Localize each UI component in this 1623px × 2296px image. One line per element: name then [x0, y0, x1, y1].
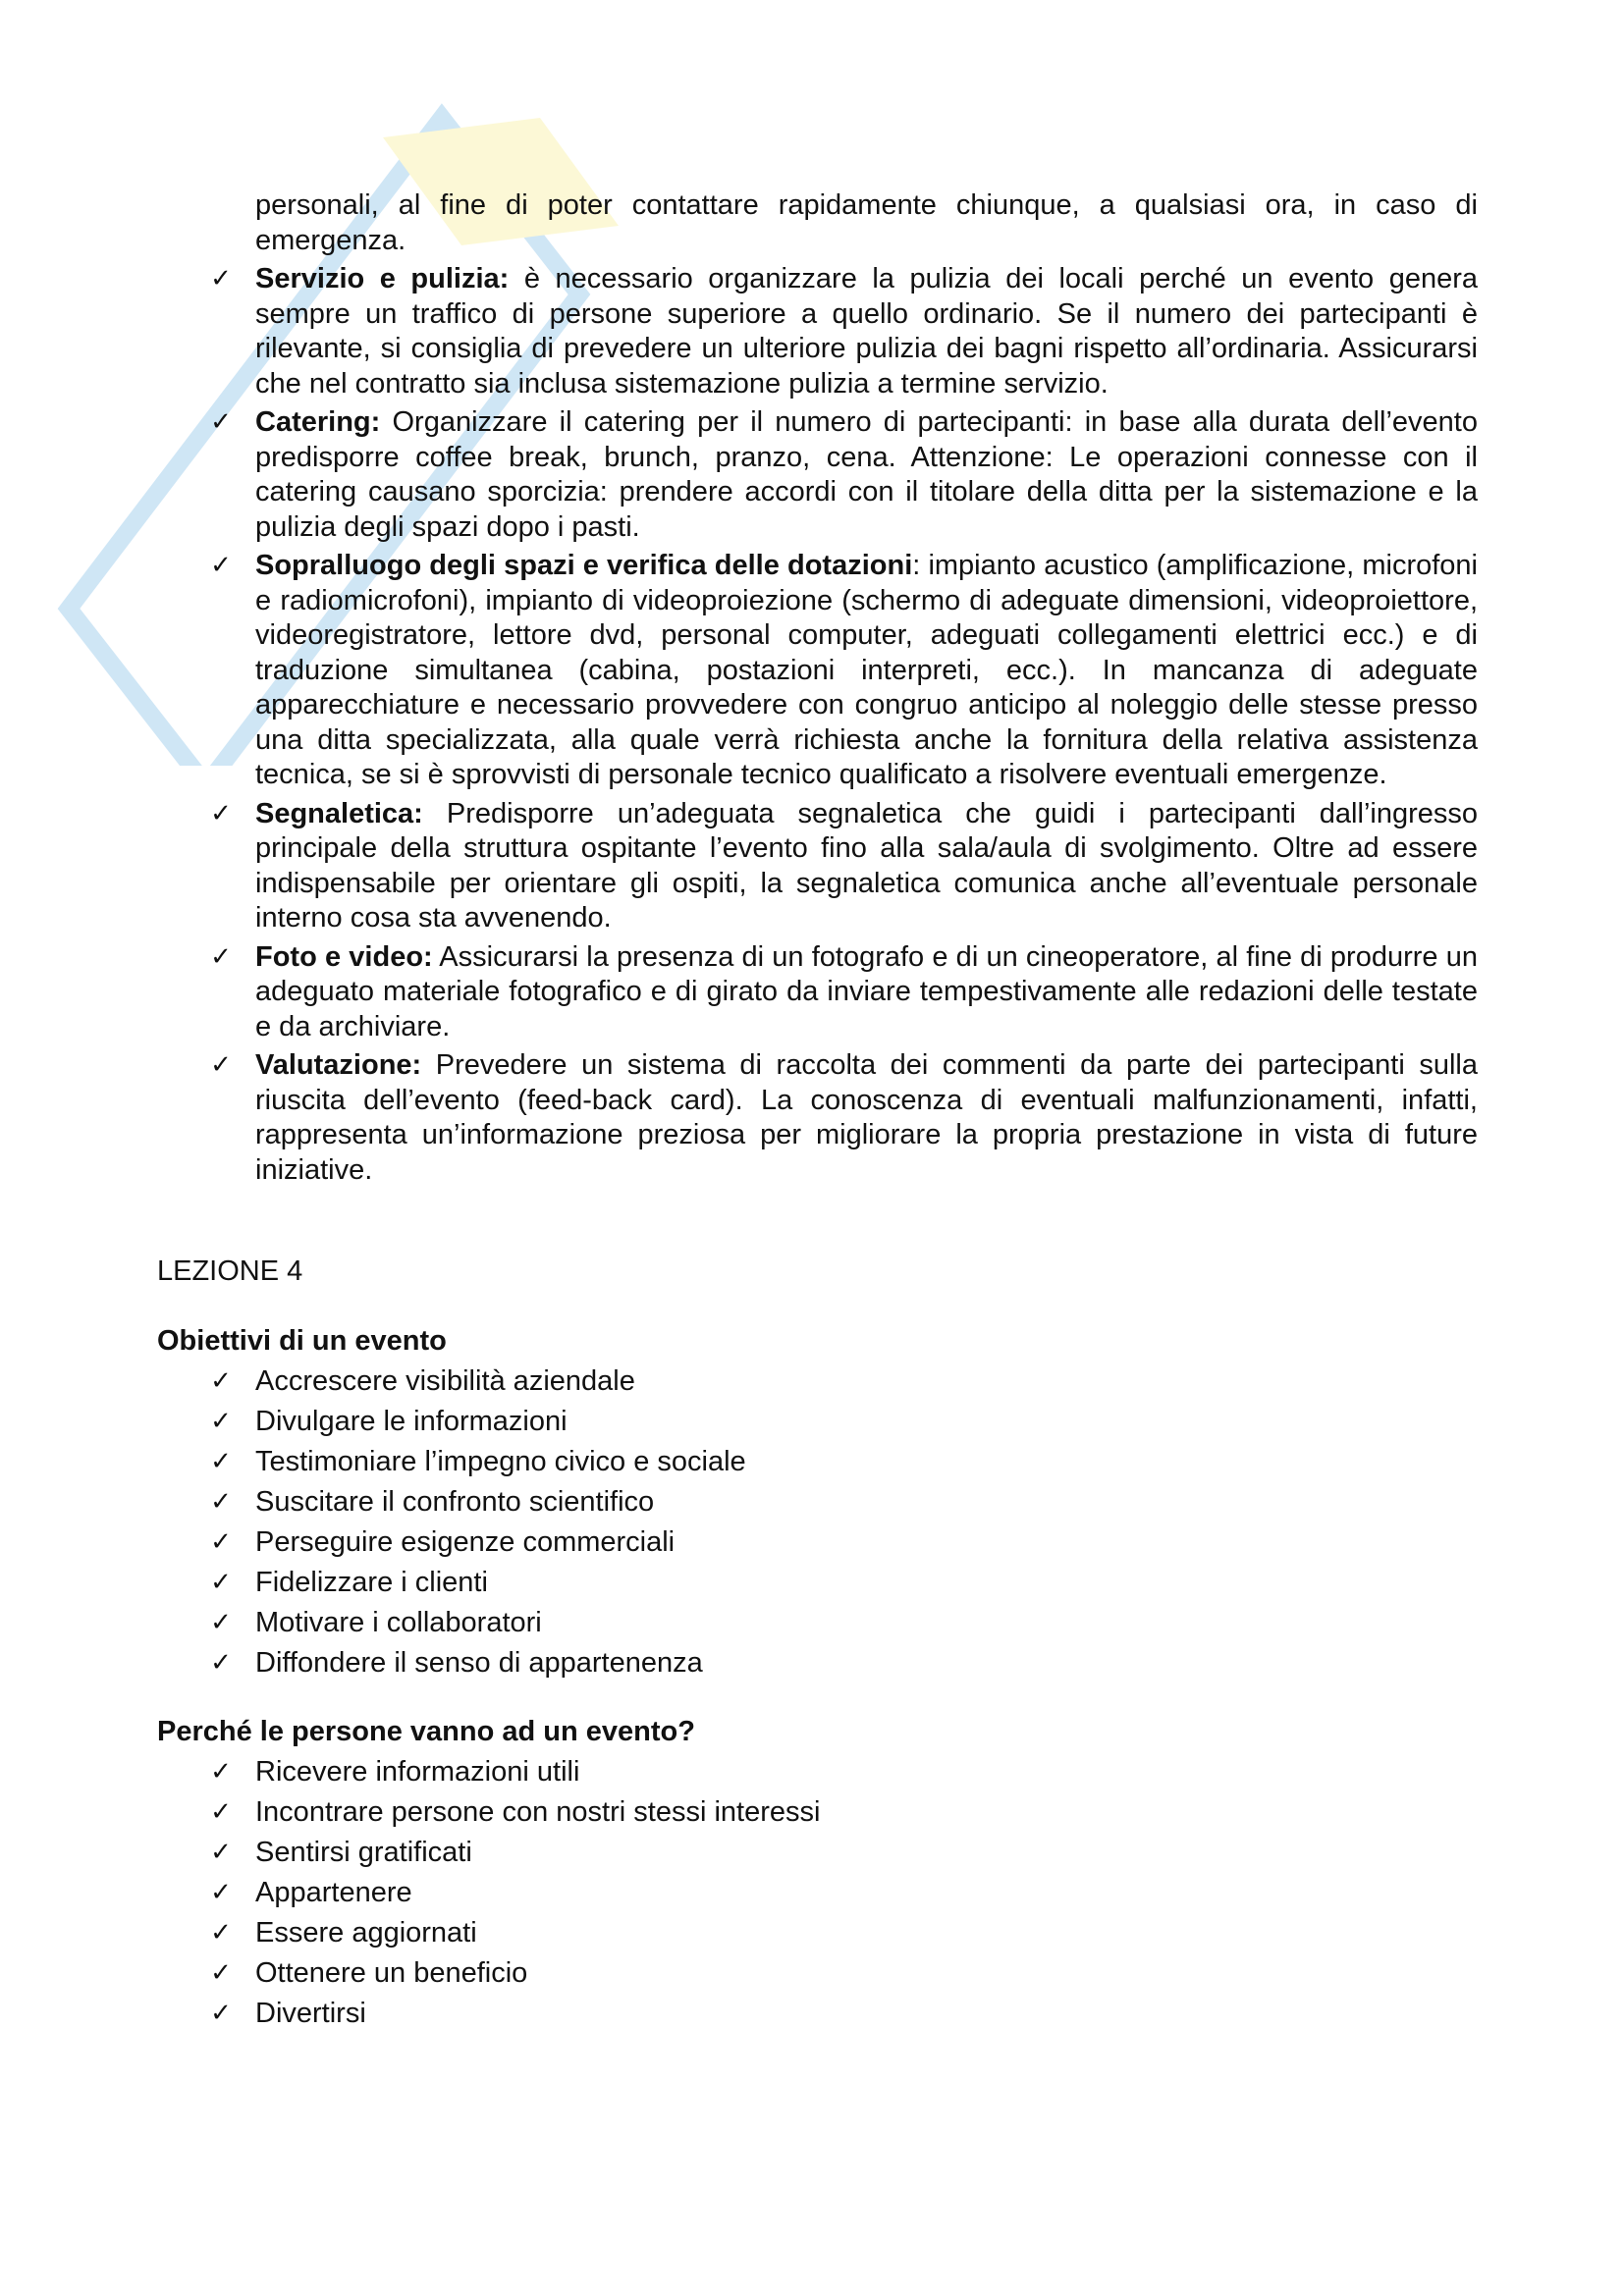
list-item	[157, 1997, 1478, 2032]
checkmark-icon: ✓	[210, 1958, 232, 1988]
checkmark-icon: ✓	[210, 1526, 232, 1557]
checkmark-icon: ✓	[210, 1486, 232, 1517]
checkmark-icon: ✓	[210, 264, 232, 294]
list-item-text: Appartenere	[255, 1877, 412, 1908]
list-item-text: Testimoniare l’impegno civico e sociale	[255, 1445, 746, 1477]
list-item	[157, 1364, 1478, 1400]
item-term: Valutazione:	[255, 1049, 422, 1081]
checkmark-icon: ✓	[210, 1757, 232, 1787]
list-item-text: Divulgare le informazioni	[255, 1405, 568, 1437]
list-item	[157, 1606, 1478, 1641]
checklist-item	[157, 940, 1478, 1045]
checklist-item	[157, 405, 1478, 545]
requirements-checklist	[157, 262, 1478, 1188]
checkmark-icon: ✓	[210, 1918, 232, 1948]
item-term: Servizio e pulizia:	[255, 263, 510, 294]
item-term: Catering:	[255, 406, 381, 438]
list-item	[157, 1405, 1478, 1440]
list-item-text: Divertirsi	[255, 1998, 366, 2029]
item-description: Assicurarsi la presenza di un fotografo e di un cineoperatore, al fine di produrre un adeguato materiale fotografico e di girato da inviare tempestivamente alle redazioni delle testate e da archiviare.	[255, 940, 1478, 1042]
list-item	[157, 1755, 1478, 1790]
list-item	[157, 1956, 1478, 1992]
checkmark-icon: ✓	[210, 1365, 232, 1396]
item-description: è necessario organizzare la pulizia dei locali perché un evento genera sempre un traffico di persone superiore a quello ordinario. Se il numero dei partecipanti è rilevante, si consiglia di prevedere un ulteriore pulizia dei bagni rispetto all’ordinaria. Assicurarsi che nel contratto sia inclusa sistemazione pulizia a termine servizio.	[255, 263, 1478, 400]
item-term: Sopralluogo degli spazi e verifica delle dotazioni	[255, 550, 913, 581]
checkmark-icon: ✓	[210, 1797, 232, 1827]
list-item-text: Motivare i collaboratori	[255, 1606, 542, 1638]
list-item-text: Perseguire esigenze commerciali	[255, 1525, 676, 1558]
list-item-text: Accrescere visibilità aziendale	[255, 1364, 635, 1397]
item-description: Prevedere un sistema di raccolta dei commenti da parte dei partecipanti sulla riuscita dell’evento (feed-back card). La conoscenza di eventuali malfunzionamenti, infatti, rappresenta un’informazione preziosa per migliorare la propria prestazione in vista di future iniziative.	[255, 1049, 1478, 1186]
objectives-checklist	[157, 1364, 1478, 1682]
checkmark-icon: ✓	[210, 798, 232, 828]
item-description: Organizzare il catering per il numero di partecipanti: in base alla durata dell’evento predisporre coffee break, brunch, pranzo, cena. Attenzione: Le operazioni connesse con il catering causano sporcizia: prendere accordi con il titolare della ditta per la sistemazione e la pulizia degli spazi dopo i pasti.	[255, 406, 1478, 543]
checklist-item	[157, 797, 1478, 936]
list-item	[157, 1445, 1478, 1480]
checklist-item	[157, 1048, 1478, 1188]
list-item	[157, 1876, 1478, 1911]
list-item	[157, 1795, 1478, 1831]
list-item	[157, 1916, 1478, 1951]
objectives-title: Obiettivi di un evento	[157, 1324, 447, 1357]
list-item-text: Suscitare il confronto scientifico	[255, 1485, 655, 1518]
checkmark-icon: ✓	[210, 941, 232, 972]
item-term: Foto e video:	[255, 940, 433, 973]
checkmark-icon: ✓	[210, 1878, 232, 1907]
checkmark-icon: ✓	[210, 407, 232, 437]
checkmark-icon: ✓	[210, 1446, 232, 1476]
checklist-item	[157, 549, 1478, 793]
list-item	[157, 1525, 1478, 1561]
checkmark-icon: ✓	[210, 1647, 232, 1678]
lesson-heading: LEZIONE 4	[157, 1255, 303, 1287]
checkmark-icon: ✓	[210, 1607, 232, 1637]
checkmark-icon: ✓	[210, 1838, 232, 1867]
document-page	[157, 188, 1478, 2032]
reasons-checklist	[157, 1755, 1478, 2032]
item-term: Segnaletica:	[255, 797, 423, 829]
list-item-text: Ricevere informazioni utili	[255, 1756, 580, 1788]
checklist-item	[157, 262, 1478, 401]
list-item-text: Ottenere un beneficio	[255, 1957, 528, 1989]
checkmark-icon: ✓	[210, 551, 232, 580]
checkmark-icon: ✓	[210, 1567, 232, 1597]
list-item	[157, 1566, 1478, 1601]
reasons-title: Perché le persone vanno ad un evento?	[157, 1716, 695, 1747]
item-description: Predisporre un’adeguata segnaletica che guidi i partecipanti dall’ingresso principale della struttura ospitante l’evento fino alla sala/aula di svolgimento. Oltre ad essere indispensabile per orientare gli ospiti, la segnaletica comunica anche all’eventuale personale interno cosa sta avvenendo.	[255, 797, 1478, 934]
list-item	[157, 1485, 1478, 1521]
checkmark-icon: ✓	[210, 1999, 232, 2028]
continuation-paragraph: personali, al fine di poter contattare rapidamente chiunque, a qualsiasi ora, in caso di emergenza.	[255, 189, 1478, 256]
list-item-text: Incontrare persone con nostri stessi interessi	[255, 1796, 821, 1828]
list-item	[157, 1836, 1478, 1871]
checkmark-icon: ✓	[210, 1050, 232, 1080]
list-item-text: Fidelizzare i clienti	[255, 1566, 488, 1598]
checkmark-icon: ✓	[210, 1406, 232, 1436]
item-description: : impianto acustico (amplificazione, microfoni e radiomicrofoni), impianto di videoproiezione (schermo di adeguate dimensioni, videoproiettore, videoregistratore, lettore dvd, personal computer, adeguati collegamenti elettrici ecc.) e di traduzione simultanea (cabina, postazioni interpreti, ecc.). In mancanza di adeguate apparecchiature e necessario provvedere con congruo anticipo al noleggio delle stesse presso una ditta specializzata, alla quale verrà richiesta anche la fornitura della relativa assistenza tecnica, se si è sprovvisti di personale tecnico qualificato a risolvere eventuali emergenze.	[255, 550, 1478, 790]
list-item-text: Essere aggiornati	[255, 1917, 477, 1949]
list-item	[157, 1646, 1478, 1682]
list-item-text: Diffondere il senso di appartenenza	[255, 1646, 703, 1679]
list-item-text: Sentirsi gratificati	[255, 1837, 472, 1868]
